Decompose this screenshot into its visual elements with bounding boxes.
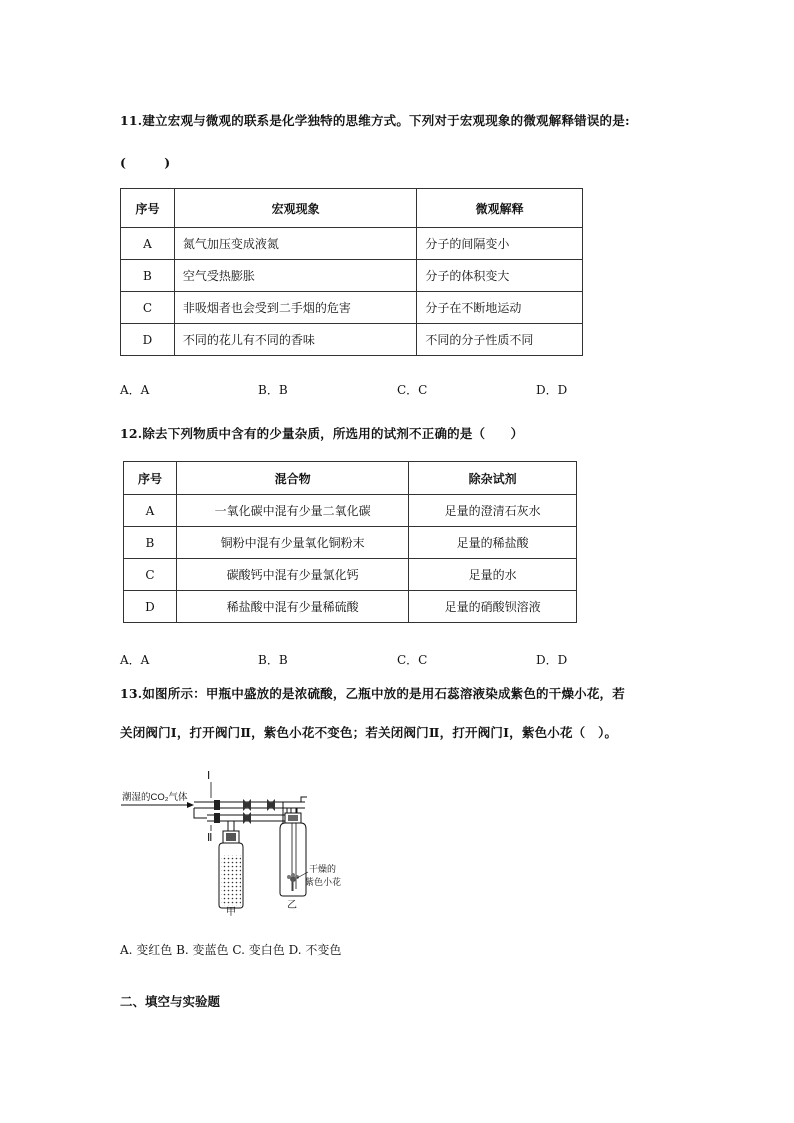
table-cell: 分子的体积变大 bbox=[417, 260, 583, 292]
q12-option-a: A．A bbox=[120, 653, 150, 667]
table-header-row bbox=[124, 462, 577, 495]
table-header: 序号 bbox=[124, 462, 177, 495]
valve-one-icon bbox=[214, 800, 220, 810]
table-cell: B bbox=[124, 527, 177, 559]
section-heading: 二、填空与实验题 bbox=[120, 994, 221, 1009]
table-row bbox=[121, 324, 583, 356]
valve-one-label: Ⅰ bbox=[207, 770, 211, 782]
table-cell: 足量的澄清石灰水 bbox=[409, 495, 577, 527]
table-cell: D bbox=[121, 324, 175, 356]
table-cell: 空气受热膨胀 bbox=[174, 260, 416, 292]
table-cell: 不同的分子性质不同 bbox=[417, 324, 583, 356]
table-cell: 分子的间隔变小 bbox=[417, 228, 583, 260]
table-cell: 非吸烟者也会受到二手烟的危害 bbox=[174, 292, 416, 324]
connector-icon bbox=[269, 799, 275, 811]
table-row bbox=[121, 260, 583, 292]
q11-option-c: C．C bbox=[397, 383, 428, 397]
table-header: 宏观现象 bbox=[174, 189, 416, 228]
table-cell: 一氧化碳中混有少量二氧化碳 bbox=[176, 495, 408, 527]
yi-stopper-plug bbox=[288, 815, 298, 821]
table-cell: 足量的稀盐酸 bbox=[409, 527, 577, 559]
table-cell: 足量的水 bbox=[409, 559, 577, 591]
connector-icon bbox=[245, 812, 251, 824]
flower-label-2: 紫色小花 bbox=[305, 877, 342, 887]
q11-option-b: B．B bbox=[258, 383, 288, 397]
jia-stopper-plug bbox=[226, 833, 236, 841]
q12-option-c: C．C bbox=[397, 653, 428, 667]
table-row bbox=[124, 559, 577, 591]
table-cell: B bbox=[121, 260, 175, 292]
table-header: 序号 bbox=[121, 189, 175, 228]
table-cell: 分子在不断地运动 bbox=[417, 292, 583, 324]
sulfuric-acid-liquid bbox=[221, 855, 241, 906]
table-cell: 不同的花儿有不同的香味 bbox=[174, 324, 416, 356]
q11-option-d: D．D bbox=[536, 383, 568, 397]
table-row bbox=[124, 495, 577, 527]
table-cell: 足量的硝酸钡溶液 bbox=[409, 591, 577, 623]
table-cell: 稀盐酸中混有少量稀硫酸 bbox=[176, 591, 408, 623]
table-cell: 氮气加压变成液氮 bbox=[174, 228, 416, 260]
bottle-yi-label: 乙 bbox=[287, 900, 297, 911]
table-row bbox=[121, 228, 583, 260]
q12-table bbox=[123, 461, 577, 623]
apparatus-diagram bbox=[115, 765, 355, 920]
table-cell: A bbox=[121, 228, 175, 260]
flower-label-1: 干燥的 bbox=[309, 864, 337, 874]
q13-stem-line2: 关闭阀门Ⅰ，打开阀门Ⅱ，紫色小花不变色；若关闭阀门Ⅱ，打开阀门Ⅰ，紫色小花（ ）。 bbox=[120, 725, 618, 740]
q12-option-d: D．D bbox=[536, 653, 568, 667]
table-header: 混合物 bbox=[176, 462, 408, 495]
table-cell: C bbox=[124, 559, 177, 591]
table-cell: 铜粉中混有少量氧化铜粉末 bbox=[176, 527, 408, 559]
table-cell: 碳酸钙中混有少量氯化钙 bbox=[176, 559, 408, 591]
table-header: 除杂试剂 bbox=[409, 462, 577, 495]
table-header-row bbox=[121, 189, 583, 228]
q12-stem: 12.除去下列物质中含有的少量杂质，所选用的试剂不正确的是（ ） bbox=[120, 426, 524, 441]
table-cell: A bbox=[124, 495, 177, 527]
table-row bbox=[121, 292, 583, 324]
q11-stem: 11.建立宏观与微观的联系是化学独特的思维方式。下列对于宏观现象的微观解释错误的是: bbox=[120, 113, 630, 128]
table-cell: D bbox=[124, 591, 177, 623]
valve-two-label: Ⅱ bbox=[207, 832, 213, 844]
q13-options: A. 变红色 B. 变蓝色 C. 变白色 D. 不变色 bbox=[120, 943, 342, 957]
connector-icon bbox=[245, 799, 251, 811]
q11-option-a: A．A bbox=[120, 383, 150, 397]
q11-answer-bracket: ( ) bbox=[120, 155, 171, 170]
q11-table bbox=[120, 188, 583, 356]
q13-stem-line1: 13.如图所示：甲瓶中盛放的是浓硫酸，乙瓶中放的是用石蕊溶液染成紫色的干燥小花，若 bbox=[120, 686, 625, 701]
valve-two-icon bbox=[214, 813, 220, 823]
table-header: 微观解释 bbox=[417, 189, 583, 228]
bottle-jia-label: 甲 bbox=[226, 907, 236, 918]
gas-label: 潮湿的CO₂气体 bbox=[122, 792, 188, 803]
table-row bbox=[124, 591, 577, 623]
yi-outlet-tube bbox=[287, 797, 307, 802]
table-cell: C bbox=[121, 292, 175, 324]
arrow-head-icon bbox=[187, 802, 194, 808]
table-row bbox=[124, 527, 577, 559]
q12-option-b: B．B bbox=[258, 653, 288, 667]
